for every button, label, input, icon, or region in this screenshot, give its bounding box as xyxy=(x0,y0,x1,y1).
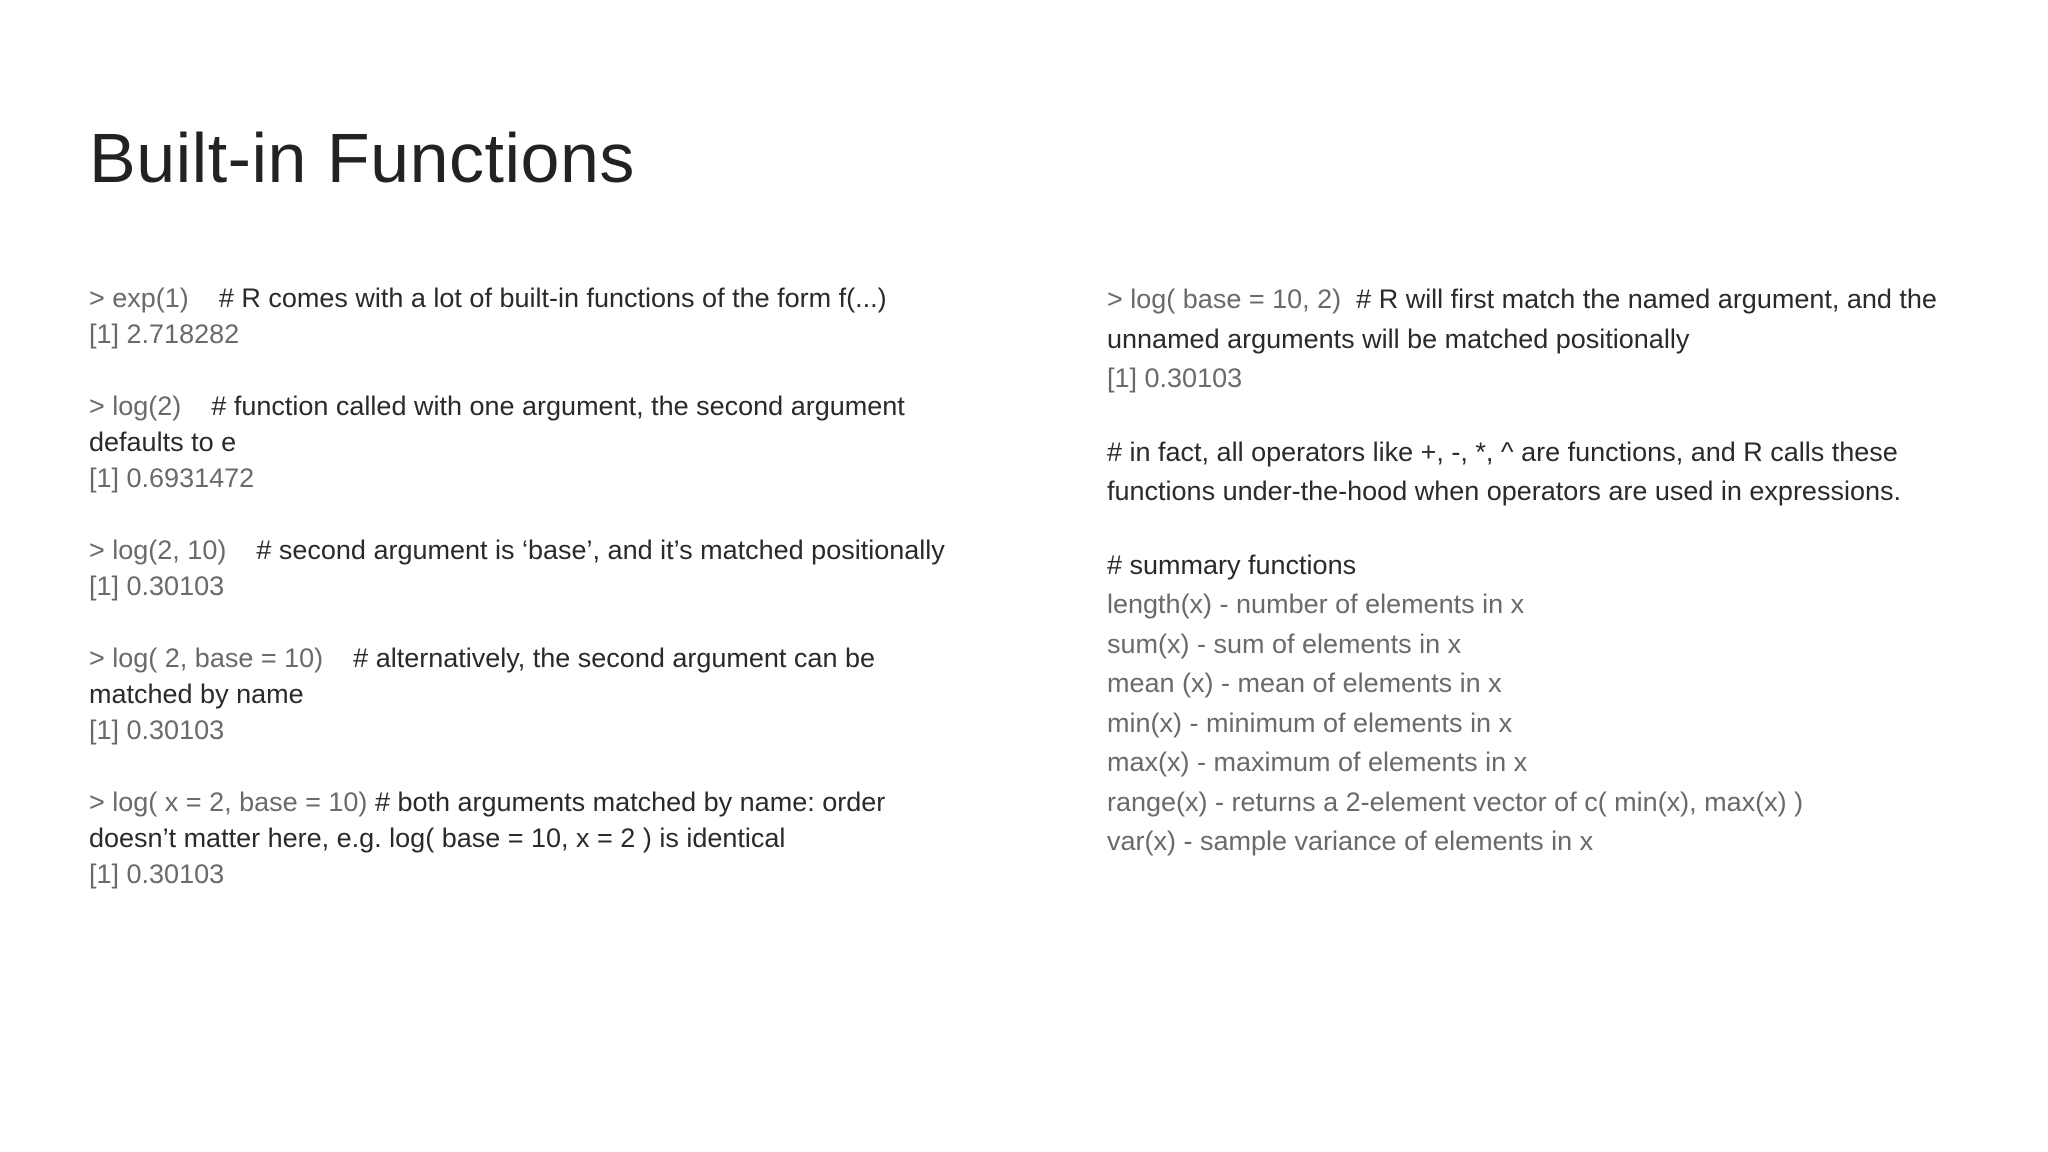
code-example-log-named-base xyxy=(89,640,979,748)
code-example-log-positional xyxy=(89,532,979,604)
code-output: [1] 0.30103 xyxy=(89,571,225,601)
code-comment: # both arguments matched by name: order doesn’t matter here, e.g. log( base = 10, x = 2 ) is identical xyxy=(89,787,886,853)
right-column xyxy=(1107,280,1987,896)
summary-item-max: max(x) - maximum of elements in x xyxy=(1107,747,1528,777)
summary-functions xyxy=(1107,546,1987,862)
slide-title: Built-in Functions xyxy=(89,119,635,197)
code-input: > log( x = 2, base = 10) xyxy=(89,787,368,817)
code-comment: # R will first match the named argument, and the unnamed arguments will be matched positionally xyxy=(1107,284,1937,354)
summary-item-length: length(x) - number of elements in x xyxy=(1107,589,1525,619)
code-input: > log( 2, base = 10) xyxy=(89,643,324,673)
code-example-exp xyxy=(89,280,979,352)
code-output: [1] 0.30103 xyxy=(89,715,225,745)
code-input: > exp(1) xyxy=(89,283,189,313)
code-output: [1] 0.6931472 xyxy=(89,463,255,493)
summary-heading: # summary functions xyxy=(1107,549,1357,580)
code-example-log-all-named xyxy=(89,784,979,892)
code-input: > log( base = 10, 2) xyxy=(1107,284,1342,314)
summary-item-var: var(x) - sample variance of elements in x xyxy=(1107,826,1594,856)
summary-item-range: range(x) - returns a 2-element vector of c( min(x), max(x) ) xyxy=(1107,786,1804,817)
summary-item-mean: mean (x) - mean of elements in x xyxy=(1107,668,1502,698)
code-example-mixed-matching xyxy=(1107,280,1987,399)
code-comment: # function called with one argument, the second argument defaults to e xyxy=(89,391,905,457)
summary-item-sum: sum(x) - sum of elements in x xyxy=(1107,628,1462,659)
code-output: [1] 0.30103 xyxy=(1107,363,1243,393)
code-input: > log(2) xyxy=(89,391,182,421)
operators-note: # in fact, all operators like +, -, *, ^ are functions, and R calls these functions under-the-hood when operators are used in expressions. xyxy=(1107,436,1901,506)
summary-item-min: min(x) - minimum of elements in x xyxy=(1107,707,1513,738)
left-column xyxy=(89,280,979,928)
code-input: > log(2, 10) xyxy=(89,535,227,565)
code-comment: # alternatively, the second argument can be matched by name xyxy=(89,643,875,709)
code-comment: # second argument is ‘base’, and it’s matched positionally xyxy=(256,535,945,565)
code-comment: # R comes with a lot of built-in functions of the form f(...) xyxy=(218,283,887,313)
code-output: [1] 0.30103 xyxy=(89,859,225,889)
code-output: [1] 2.718282 xyxy=(89,319,240,349)
code-example-log-one-arg xyxy=(89,388,979,496)
